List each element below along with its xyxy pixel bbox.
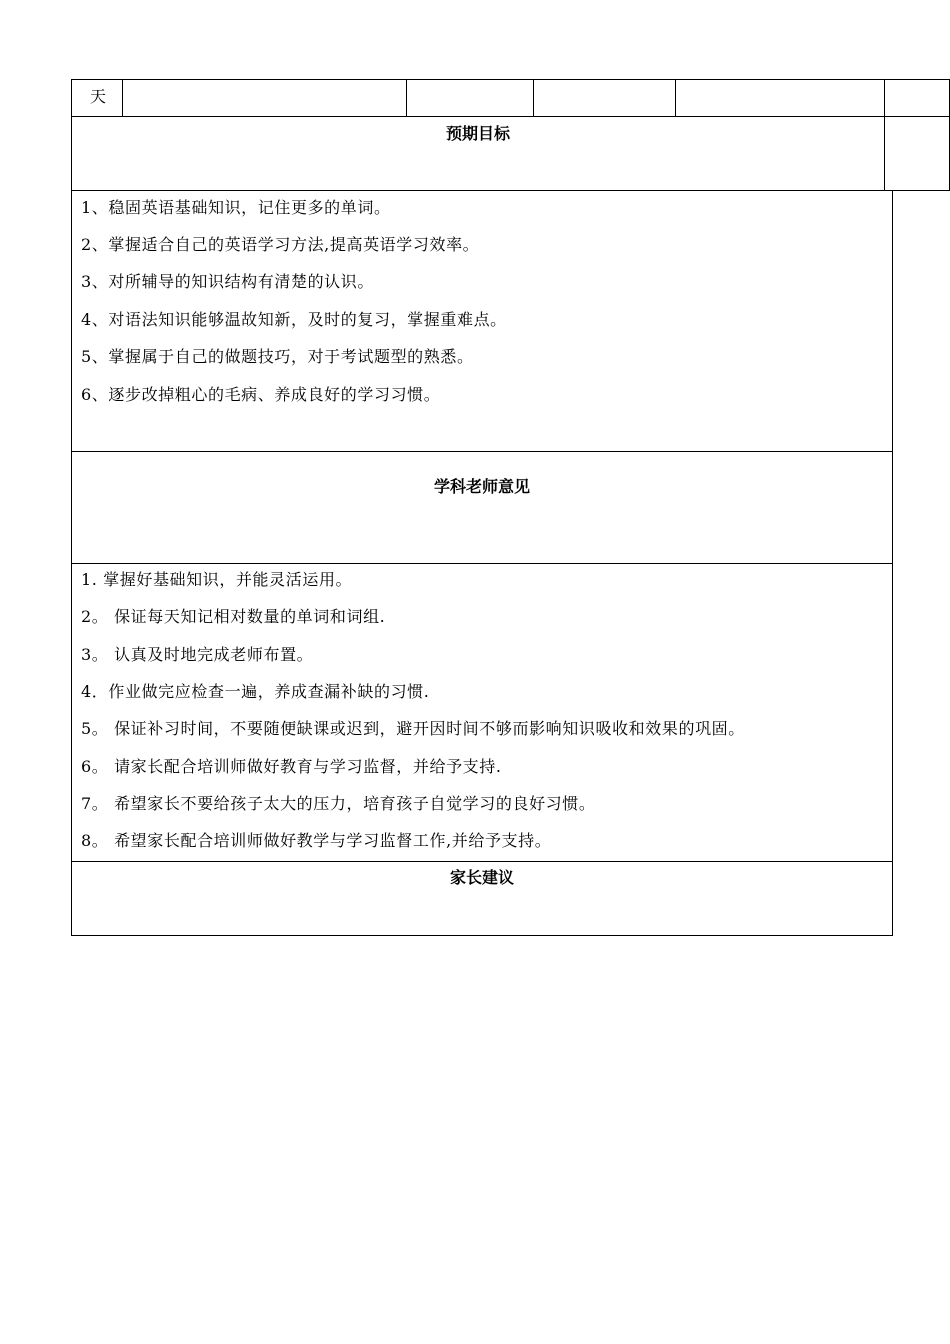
top-cell-3 (406, 79, 534, 117)
top-cell-5 (675, 79, 885, 117)
goals-heading-cell (71, 116, 885, 191)
goal-item: 1、稳固英语基础知识，记住更多的单词。 (81, 198, 391, 217)
teacher-item: 2。 保证每天知记相对数量的单词和词组. (81, 607, 386, 626)
goal-item: 4、对语法知识能够温故知新，及时的复习，掌握重难点。 (81, 310, 507, 329)
goal-item: 2、掌握适合自己的英语学习方法,提高英语学习效率。 (81, 235, 480, 254)
parent-heading-cell (71, 861, 893, 936)
top-cell-2 (122, 79, 407, 117)
goal-item: 5、掌握属于自己的做题技巧，对于考试题型的熟悉。 (81, 347, 474, 366)
goals-title: 预期目标 (445, 124, 510, 143)
day-cell (71, 79, 123, 117)
teacher-item: 5。 保证补习时间，不要随便缺课或迟到，避开因时间不够而影响知识吸收和效果的巩固。 (81, 719, 745, 738)
goals-content-cell (71, 190, 893, 452)
teacher-content-cell (71, 563, 893, 862)
day-label: 天 (90, 87, 107, 106)
teacher-item: 4．作业做完应检查一遍，养成查漏补缺的习惯. (81, 682, 430, 701)
top-cell-6 (884, 79, 950, 117)
teacher-item: 6。 请家长配合培训师做好教育与学习监督，并给予支持. (81, 757, 502, 776)
teacher-item: 8。 希望家长配合培训师做好教学与学习监督工作,并给予支持。 (81, 831, 552, 850)
parent-title: 家长建议 (449, 868, 514, 887)
teacher-item: 7。 希望家长不要给孩子太大的压力，培育孩子自觉学习的良好习惯。 (81, 794, 596, 813)
teacher-heading-cell (71, 451, 893, 564)
goal-item: 6、逐步改掉粗心的毛病、养成良好的学习习惯。 (81, 385, 441, 404)
top-cell-4 (533, 79, 676, 117)
teacher-item: 1. 掌握好基础知识，并能灵活运用。 (81, 570, 353, 589)
teacher-item: 3。 认真及时地完成老师布置。 (81, 645, 314, 664)
goal-item: 3、对所辅导的知识结构有清楚的认识。 (81, 272, 374, 291)
goals-side-cell (884, 116, 950, 191)
teacher-title: 学科老师意见 (433, 477, 530, 496)
